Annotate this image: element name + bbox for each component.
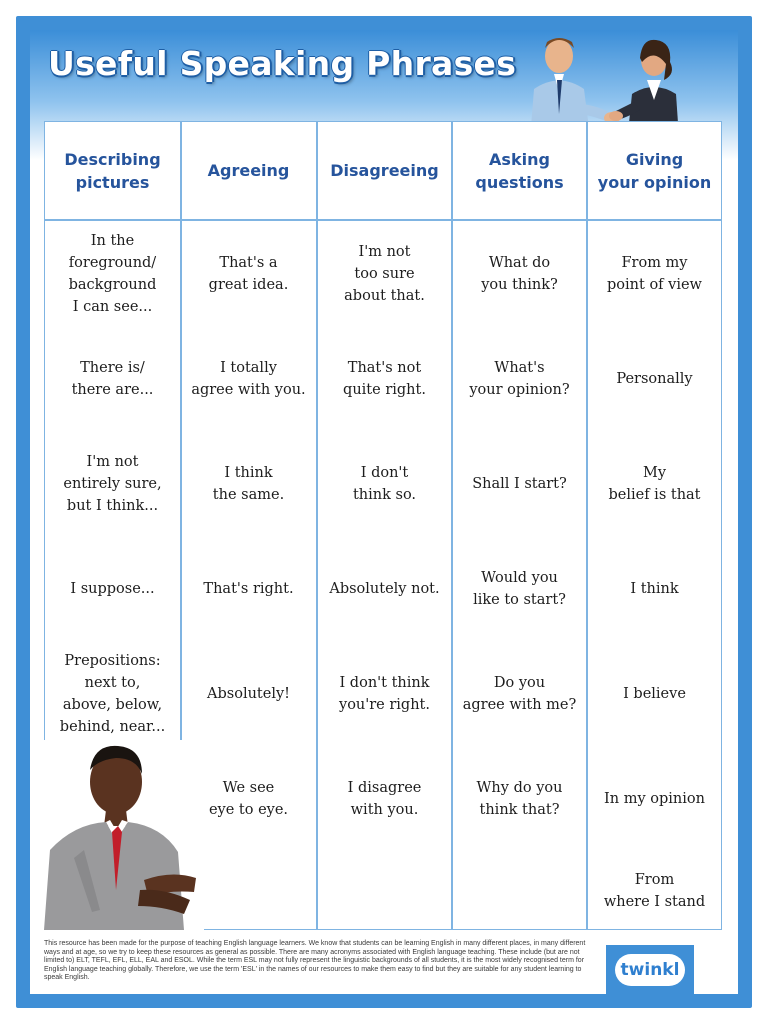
disclaimer-text: This resource has been made for the purpose of teaching English language learners. We know that students can be learning English in many different places, in many different ways and at age, so we try to keep these resources as general as possible. There are many acronyms associated with English language teaching. These include (but are not limited to) ELT, TEFL, EFL, ELL, EAL and ESOL. While the term ESL may not fully represent the linguistic backgrounds of all students, it is the most widely recognised term for English language teaching globally. Therefore, we use the term 'ESL' in the names of our resources to make them easy to find but they are suitable for any student learning to speak English. — [44, 940, 586, 981]
phrase-cell: I'm not entirely sure, but I think... — [63, 453, 162, 514]
phrase-cell: Would you like to start? — [473, 569, 566, 608]
phrase-cell: In my opinion — [604, 790, 705, 807]
phrase-cell: What do you think? — [481, 254, 558, 293]
column-header-disagreeing: Disagreeing — [330, 161, 439, 180]
twinkl-logo — [606, 945, 694, 994]
phrase-cell: I disagree with you. — [347, 779, 422, 818]
phrase-cell: That's right. — [203, 580, 294, 597]
page-title: Useful Speaking Phrases — [48, 44, 517, 83]
phrase-cell: Absolutely! — [207, 685, 290, 702]
speaker-illustration — [44, 740, 204, 930]
phrase-cell: Shall I start? — [472, 475, 567, 492]
phrase-cell: I don't think you're right. — [339, 674, 430, 713]
phrase-cell: I'm not too sure about that. — [344, 243, 425, 304]
phrase-cell: I suppose... — [70, 580, 155, 597]
phrase-cell: From where I stand — [603, 872, 706, 910]
phrase-cell: There is/ there are... — [71, 359, 154, 398]
phrase-cell: Absolutely not. — [329, 580, 440, 597]
phrase-cell: Why do you think that? — [476, 779, 563, 818]
column-header-describing: Describing pictures — [64, 149, 161, 192]
phrase-cell: Prepositions: next to, above, below, behind, near... — [59, 652, 166, 735]
phrase-cell: In the foreground/ background I can see... — [68, 232, 157, 315]
column-header-asking: Asking questions — [475, 149, 564, 192]
phrase-cell: Personally — [616, 370, 693, 387]
column-header-opinion: Giving your opinion — [597, 149, 712, 192]
phrase-cell: My belief is that — [608, 464, 701, 503]
phrase-cell: I don't think so. — [352, 464, 417, 503]
phrase-cell: That's not quite right. — [343, 359, 426, 398]
phrase-cell: I totally agree with you. — [191, 359, 306, 398]
phrase-cell: I think — [630, 580, 679, 597]
logo-text: twinkl — [615, 954, 685, 986]
phrase-cell: Do you agree with me? — [462, 674, 577, 713]
phrase-cell: What's your opinion? — [469, 359, 570, 398]
column-header-agreeing: Agreeing — [207, 161, 290, 180]
phrase-cell: I think the same. — [212, 464, 285, 503]
phrase-cell: That's a great idea. — [208, 254, 289, 293]
phrase-cell: We see eye to eye. — [208, 779, 289, 818]
phrase-cell: I believe — [623, 685, 686, 702]
phrase-cell: From my point of view — [607, 254, 702, 293]
poster — [30, 30, 738, 994]
